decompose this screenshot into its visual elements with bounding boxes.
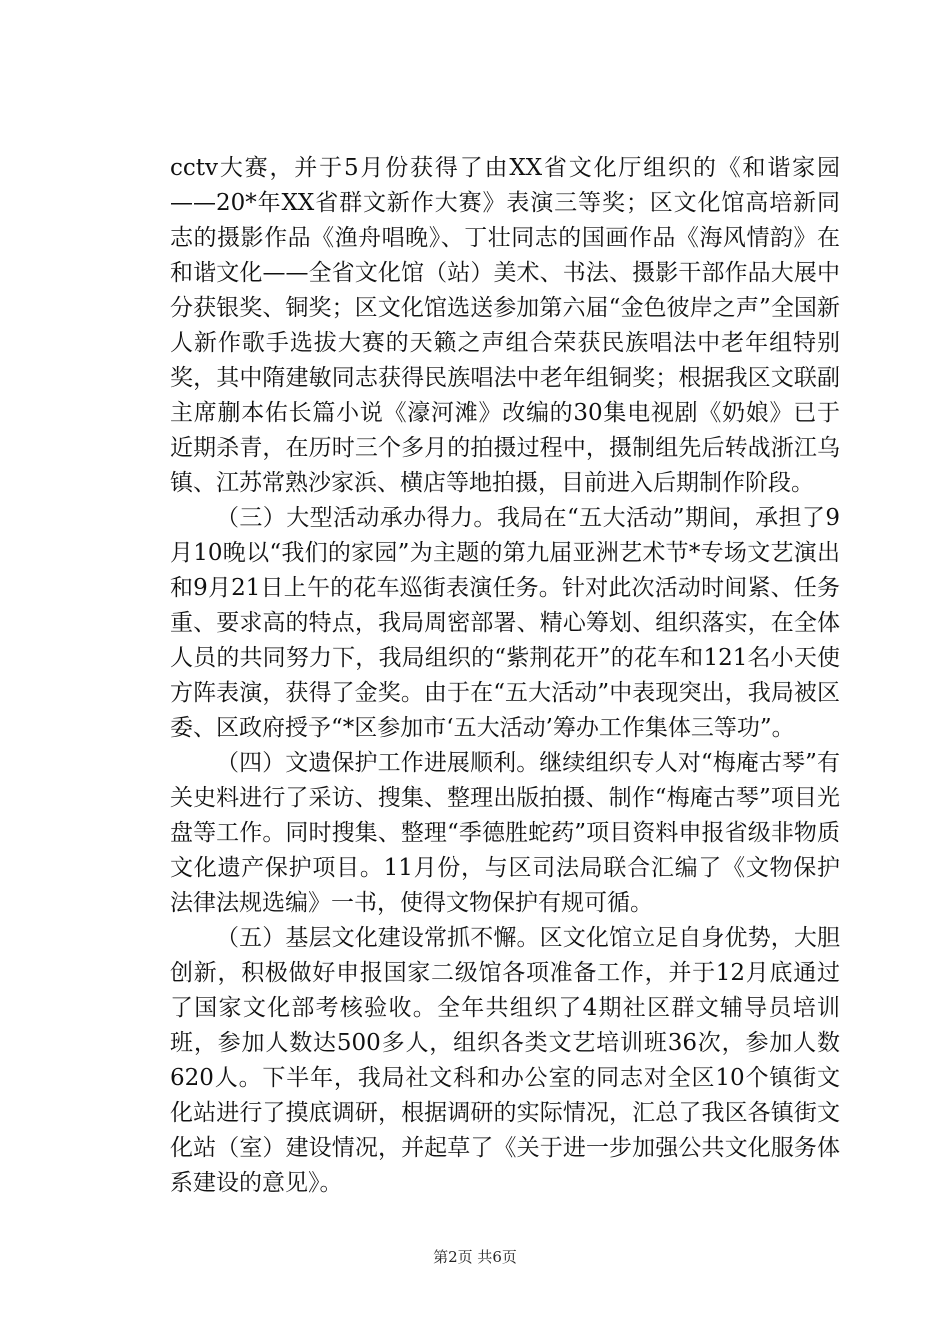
page-number-footer: 第2页 共6页: [433, 1248, 517, 1266]
paragraph-section-3: （三）大型活动承办得力。我局在“五大活动”期间，承担了9月10晚以“我们的家园”为主题的第九届亚洲艺术节*专场文艺演出和9月21日上午的花车巡街表演任务。针对此次活动时间紧、任务重、要求高的特点，我局周密部署、精心筹划、组织落实，在全体人员的共同努力下，我局组织的“紫荆花开”的花车和121名小天使方阵表演，获得了金奖。由于在“五大活动”中表现突出，我局被区委、区政府授予“*区参加市‘五大活动’筹办工作集体三等功”。: [170, 505, 840, 741]
document-body: [170, 151, 840, 1201]
paragraph-section-5: （五）基层文化建设常抓不懈。区文化馆立足自身优势，大胆创新，积极做好申报国家二级馆各项准备工作，并于12月底通过了国家文化部考核验收。全年共组织了4期社区群文辅导员培训班，参加人数达500多人，组织各类文艺培训班36次，参加人数620人。下半年，我局社文科和办公室的同志对全区10个镇街文化站进行了摸底调研，根据调研的实际情况，汇总了我区各镇街文化站（室）建设情况，并起草了《关于进一步加强公共文化服务体系建设的意见》。: [170, 925, 840, 1196]
paragraph-awards: cctv大赛，并于5月份获得了由XX省文化厅组织的《和谐家园——20*年XX省群文新作大赛》表演三等奖；区文化馆高培新同志的摄影作品《渔舟唱晚》、丁壮同志的国画作品《海风情韵》在和谐文化——全省文化馆（站）美术、书法、摄影干部作品大展中分获银奖、铜奖；区文化馆选送参加第六届“金色彼岸之声”全国新人新作歌手选拔大赛的天籁之声组合荣获民族唱法中老年组特别奖，其中隋建敏同志获得民族唱法中老年组铜奖；根据我区文联副主席蒯本佑长篇小说《濠河滩》改编的30集电视剧《奶娘》已于近期杀青，在历时三个多月的拍摄过程中，摄制组先后转战浙江乌镇、江苏常熟沙家浜、横店等地拍摄，目前进入后期制作阶段。: [170, 155, 840, 496]
paragraph-section-4: （四）文遗保护工作进展顺利。继续组织专人对“梅庵古琴”有关史料进行了采访、搜集、整理出版拍摄、制作“梅庵古琴”项目光盘等工作。同时搜集、整理“季德胜蛇药”项目资料申报省级非物质文化遗产保护项目。11月份，与区司法局联合汇编了《文物保护法律法规选编》一书，使得文物保护有规可循。: [170, 750, 840, 916]
